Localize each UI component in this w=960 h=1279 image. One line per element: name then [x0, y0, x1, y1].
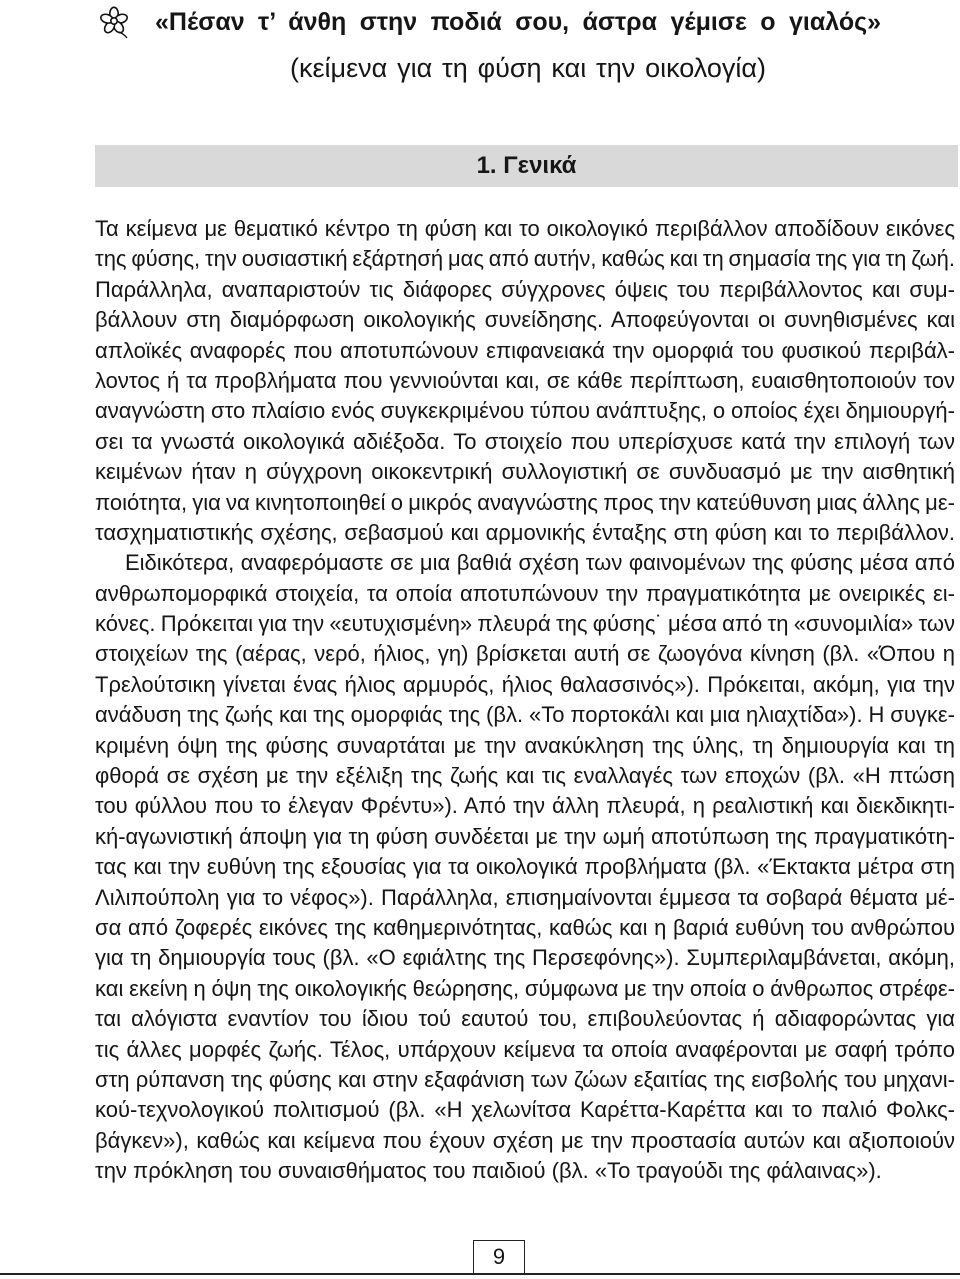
flower-ornament-icon [97, 5, 131, 39]
text-line: κού-τεχνολογικού πολιτισμού (βλ. «Η χελωνίτσα Καρέττα-Καρέττα και το παλιό Φολκς- [95, 1097, 955, 1123]
text-line: της φύσης, την ουσιαστική εξάρτησή μας από αυτήν, καθώς και τη σημασία της για τη ζωή. [95, 246, 955, 272]
text-line: ποιότητα, για να κινητοποιηθεί ο μικρός αναγνώστης προς την κατεύθυνση μιας άλλης με- [95, 489, 955, 515]
text-line: για τη δημιουργία τους (βλ. «Ο εφιάλτης της Περσεφόνης»). Συμπεριλαμβάνεται, ακόμη, [95, 945, 955, 971]
text-line: σα από ζοφερές εικόνες της καθημερινότητας, καθώς και η βαριά ευθύνη του ανθρώπου [95, 914, 955, 940]
text-line: Τα κείμενα με θεματικό κέντρο τη φύση και το οικολογικό περιβάλλον αποδίδουν εικόνες [95, 216, 955, 241]
text-line: ανάδυση της ζωής και της ομορφιάς της (βλ. «Το πορτοκάλι και μια ηλιαχτίδα»). Η συγκε- [95, 702, 955, 728]
text-line: του φύλλου που το έλεγαν Φρέντυ»). Από την άλλη πλευρά, η ρεαλιστική και διεκδικητι- [95, 793, 955, 819]
text-line: ανθρωπομορφικά στοιχεία, τα οποία αποτυπώνουν την πραγματικότητα με ονειρικές ει- [95, 580, 955, 606]
text-line: τασχηματιστικής σχέσης, σεβασμού και αρμονικής ένταξης στη φύση και το περιβάλλον. [95, 519, 955, 545]
text-line: Παράλληλα, αναπαριστούν τις διάφορες σύγχρονες όψεις του περιβάλλοντος και συμ- [95, 276, 955, 302]
text-line: απλοϊκές αναφορές που αποτυπώνουν επιφανειακά την ομορφιά του φυσικού περιβάλ- [95, 337, 955, 363]
body-text [95, 214, 955, 1187]
text-line: στη ρύπανση της φύσης και στην εξαφάνιση των ζώων εξαιτίας της εισβολής του μηχανι- [95, 1066, 955, 1092]
text-line: κριμένη όψη της φύσης συναρτάται με την ανακύκληση της ύλης, τη δημιουργία και τη [95, 732, 955, 758]
page-title: «Πέσαν τ’ άνθη στην ποδιά σου, άστρα γέμισε ο γιαλός» [155, 8, 881, 36]
text-line: ται αλόγιστα εναντίον του ίδιου τού εαυτού του, επιβουλεύοντας ή αδιαφορώντας για [95, 1006, 955, 1032]
text-line: βάγκεν»), καθώς και κείμενα που έχουν σχέση με την προστασία αυτών και αξιοποιούν [95, 1127, 955, 1153]
text-line: Λιλιπούπολη για το νέφος»). Παράλληλα, επισημαίνονται έμμεσα τα σοβαρά θέματα μέ- [95, 884, 955, 910]
text-line: σει τα γνωστά οικολογικά αδιέξοδα. Το στοιχείο που υπερίσχυσε κατά την επιλογή των [95, 428, 955, 454]
text-line: κόνες. Πρόκειται για την «ευτυχισμένη» πλευρά της φύσης˙ μέσα από τη «συνομιλία» των [95, 611, 955, 637]
text-line: τις άλλες μορφές ζωής. Τέλος, υπάρχουν κείμενα τα οποία αναφέρονται με σαφή τρόπο [95, 1036, 955, 1062]
footer-rule [0, 1273, 960, 1275]
text-line: κειμένων ήταν η σύγχρονη οικοκεντρική συλλογιστική σε συνδυασμό με την αισθητική [95, 459, 955, 485]
text-line: και εκείνη η όψη της οικολογικής θεώρησης, σύμφωνα με την οποία ο άνθρωπος στρέφε- [95, 975, 955, 1001]
text-line: Ειδικότερα, αναφερόμαστε σε μια βαθιά σχέση των φαινομένων της φύσης μέσα από [125, 550, 955, 576]
paragraph [95, 548, 955, 1186]
paragraph [95, 214, 955, 548]
page-number: 9 [473, 1240, 525, 1274]
text-line: λοντος ή τα προβλήματα που γεννιούνται και, σε κάθε περίπτωση, ευαισθητοποιούν τον [95, 367, 955, 393]
text-line: την πρόκληση του συναισθήματος του παιδιού (βλ. «Το τραγούδι της φάλαινας»). [95, 1158, 882, 1184]
text-line: αναγνώστη στο πλαίσιο ενός συγκεκριμένου τύπου ανάπτυξης, ο οποίος έχει δημιουργή- [95, 398, 955, 424]
text-line: τας και την ευθύνη της εξουσίας για τα οικολογικά προβλήματα (βλ. «Έκτακτα μέτρα στη [95, 854, 955, 880]
section-heading: 1. Γενικά [476, 152, 577, 179]
text-line: φθορά σε σχέση με την εξέλιξη της ζωής και τις εναλλαγές των εποχών (βλ. «Η πτώση [95, 763, 955, 789]
text-line: κή-αγωνιστική άποψη για τη φύση συνδέεται με την ωμή αποτύπωση της πραγματικότη- [95, 823, 955, 849]
page-subtitle: (κείμενα για τη φύση και την οικολογία) [290, 53, 766, 83]
text-line: βάλλουν στη διαμόρφωση οικολογικής συνείδησης. Αποφεύγονται οι συνηθισμένες και [95, 307, 955, 333]
section-heading-bar [95, 145, 958, 187]
text-line: στοιχείων της (αέρας, νερό, ήλιος, γη) βρίσκεται αυτή σε ζωογόνα κίνηση (βλ. «Όπου η [95, 641, 955, 667]
text-line: Τρελούτσικη γίνεται ένας ήλιος αρμυρός, ήλιος θαλασσινός»). Πρόκειται, ακόμη, για την [95, 671, 955, 697]
